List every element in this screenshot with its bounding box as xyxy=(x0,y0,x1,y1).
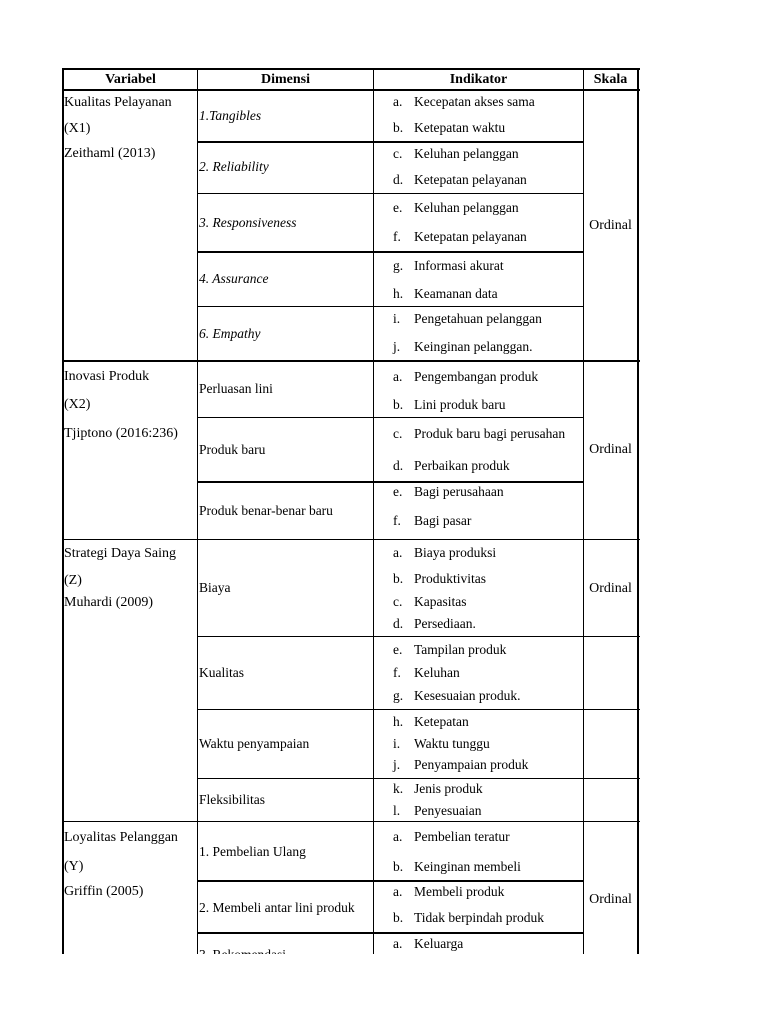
dimensi-label: 1.Tangibles xyxy=(199,108,262,123)
indicator-item: b. Produktivitas xyxy=(393,571,487,586)
indicator-item: e. Tampilan produk xyxy=(393,642,507,657)
indicator-item: a. Membeli produk xyxy=(393,884,505,899)
table-border xyxy=(197,68,198,958)
variabel-source: Griffin (2005) xyxy=(64,884,144,899)
skala-value: Ordinal xyxy=(589,581,632,596)
variabel-source: Zeithaml (2013) xyxy=(64,146,156,161)
indicator-item: j. Penyampaian produk xyxy=(393,757,529,772)
indicator-item: f. Keluhan xyxy=(393,665,460,680)
table-border xyxy=(197,306,584,307)
indicator-item: b. Lini produk baru xyxy=(393,397,506,412)
indicator-item: g. Kesesuaian produk. xyxy=(393,688,521,703)
variabel-name: Kualitas Pelayanan xyxy=(64,95,172,110)
table-border xyxy=(62,89,640,91)
indicator-item: b. Keinginan membeli xyxy=(393,859,521,874)
dimensi-label: Biaya xyxy=(199,580,231,595)
indicator-item: b. Ketepatan waktu xyxy=(393,120,506,135)
indicator-item: a. Kecepatan akses sama xyxy=(393,94,535,109)
indicator-item: a. Pembelian teratur xyxy=(393,829,510,844)
skala-value: Ordinal xyxy=(589,892,632,907)
indicator-item: f. Ketepatan pelayanan xyxy=(393,229,527,244)
dimensi-label: 1. Pembelian Ulang xyxy=(199,844,306,859)
dimensi-label: 3. Responsiveness xyxy=(199,215,297,230)
indicator-item: a. Keluarga xyxy=(393,936,464,951)
dimensi-label: Perluasan lini xyxy=(199,381,273,396)
table-border xyxy=(197,193,584,194)
dimensi-label: 2. Membeli antar lini produk xyxy=(199,900,355,915)
indicator-item: f. Bagi pasar xyxy=(393,513,472,528)
table-border xyxy=(62,68,64,958)
indicator-item: h. Ketepatan xyxy=(393,714,469,729)
table-border xyxy=(583,68,584,958)
variabel-name: Inovasi Produk xyxy=(64,369,150,384)
skala-value: Ordinal xyxy=(589,218,632,233)
table-border xyxy=(197,417,584,418)
indicator-item: c. Produk baru bagi perusahan xyxy=(393,426,566,441)
indicator-item: c. Kapasitas xyxy=(393,594,467,609)
dimensi-label: Waktu penyampaian xyxy=(199,736,310,751)
page-bottom-margin xyxy=(0,954,768,1024)
indicator-item: d. Persediaan. xyxy=(393,616,476,631)
indicator-item: l. Penyesuaian xyxy=(393,803,482,818)
header-variabel: Variabel xyxy=(105,72,156,87)
dimensi-label: 6. Empathy xyxy=(199,326,261,341)
indicator-item: k. Jenis produk xyxy=(393,781,483,796)
indicator-item: j. Keinginan pelanggan. xyxy=(393,339,533,354)
indicator-item: a. Biaya produksi xyxy=(393,545,497,560)
dimensi-label: 4. Assurance xyxy=(199,271,269,286)
table-border xyxy=(197,932,584,934)
dimensi-label: Fleksibilitas xyxy=(199,792,266,807)
table-border xyxy=(62,360,640,362)
indicator-item: d. Ketepatan pelayanan xyxy=(393,172,527,187)
indicator-item: a. Pengembangan produk xyxy=(393,369,539,384)
table-border xyxy=(197,481,584,483)
variabel-source: Muhardi (2009) xyxy=(64,595,154,610)
header-dimensi: Dimensi xyxy=(261,72,310,87)
table-border xyxy=(62,821,640,822)
variabel-source: Tjiptono (2016:236) xyxy=(64,426,178,441)
header-skala: Skala xyxy=(593,72,628,87)
indicator-item: d. Perbaikan produk xyxy=(393,458,510,473)
skala-value: Ordinal xyxy=(589,442,632,457)
indicator-item: e. Keluhan pelanggan xyxy=(393,200,519,215)
indicator-item: e. Bagi perusahaan xyxy=(393,484,504,499)
table-border xyxy=(197,141,584,143)
table-border xyxy=(197,709,640,710)
table-border xyxy=(197,251,584,253)
table-border xyxy=(637,68,639,958)
table-border xyxy=(62,68,640,70)
table-border xyxy=(197,778,640,779)
variabel-code: (Y) xyxy=(64,859,84,874)
indicator-item: g. Informasi akurat xyxy=(393,258,504,273)
dimensi-label: 2. Reliability xyxy=(199,159,269,174)
variabel-code: (X2) xyxy=(64,397,91,412)
indicator-item: b. Tidak berpindah produk xyxy=(393,910,544,925)
header-indikator: Indikator xyxy=(449,72,508,87)
indicator-item: h. Keamanan data xyxy=(393,286,498,301)
table-border xyxy=(197,880,584,882)
indicator-item: i. Waktu tunggu xyxy=(393,736,490,751)
dimensi-label: Kualitas xyxy=(199,665,244,680)
table-border xyxy=(197,636,640,637)
table-border xyxy=(373,68,374,958)
indicator-item: i. Pengetahuan pelanggan xyxy=(393,311,542,326)
variabel-code: (Z) xyxy=(64,573,82,588)
variabel-code: (X1) xyxy=(64,121,91,136)
variabel-name: Loyalitas Pelanggan xyxy=(64,830,178,845)
indicator-item: c. Keluhan pelanggan xyxy=(393,146,519,161)
dimensi-label: Produk benar-benar baru xyxy=(199,503,333,518)
dimensi-label: Produk baru xyxy=(199,442,266,457)
table-border xyxy=(62,539,640,540)
variabel-name: Strategi Daya Saing xyxy=(64,546,176,561)
